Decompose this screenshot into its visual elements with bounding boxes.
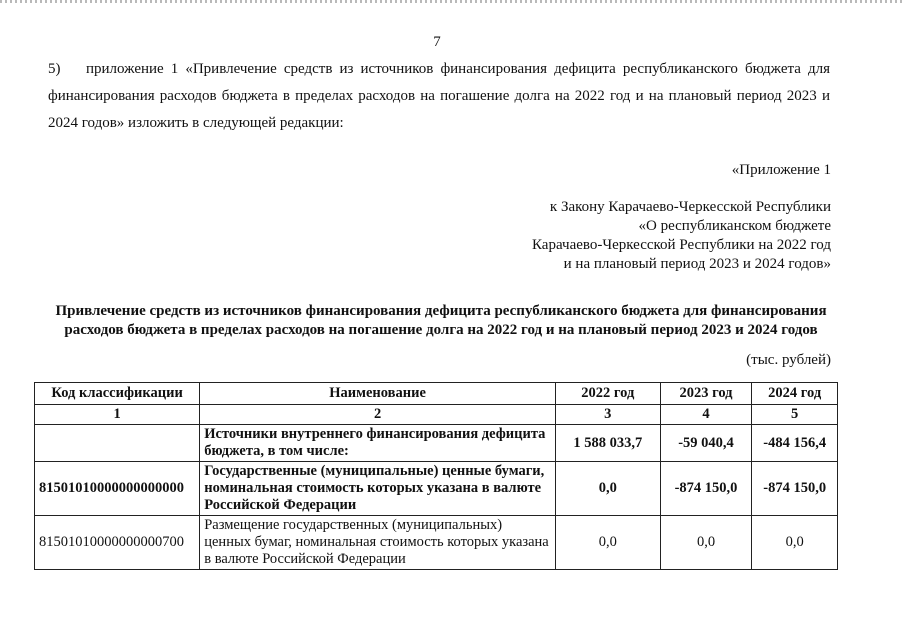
page-number: 7 — [433, 34, 441, 50]
row-value-2022: 1 588 033,7 — [555, 425, 660, 462]
intro-paragraph — [48, 56, 830, 137]
financing-sources-table — [34, 382, 838, 570]
units-note: (тыс. рублей) — [746, 352, 831, 368]
appendix-title: «Приложение 1 — [731, 162, 831, 178]
intro-text: приложение 1 «Привлечение средств из источников финансирования дефицита республиканского бюджета для финансирования расходов бюджета в пределах расходов на погашение долга на 2022 год и на плановый период 2023 и 2024 годов» изложить в следующей редакции: — [48, 61, 830, 131]
row-value-2023: -874 150,0 — [660, 462, 752, 516]
header-code: Код классификации — [35, 383, 200, 405]
header-2022: 2022 год — [555, 383, 660, 405]
row-value-2023: -59 040,4 — [660, 425, 752, 462]
row-name: Источники внутреннего финансирования дефицита бюджета, в том числе: — [200, 425, 556, 462]
row-value-2024: -874 150,0 — [752, 462, 838, 516]
appendix-line: и на плановый период 2023 и 2024 годов» — [563, 256, 831, 272]
column-number: 3 — [555, 405, 660, 425]
table-header-row — [35, 383, 838, 405]
row-name: Размещение государственных (муниципальных) ценных бумаг, номинальная стоимость которых указана в валюте Российской Федерации — [200, 516, 556, 570]
row-value-2022: 0,0 — [555, 462, 660, 516]
column-number: 1 — [35, 405, 200, 425]
column-number-row — [35, 405, 838, 425]
table-row — [35, 516, 838, 570]
appendix-line: Карачаево-Черкесской Республики на 2022 год — [532, 237, 831, 253]
table-row — [35, 462, 838, 516]
row-code — [35, 425, 200, 462]
column-number: 5 — [752, 405, 838, 425]
scan-top-edge — [0, 0, 905, 3]
row-value-2024: 0,0 — [752, 516, 838, 570]
appendix-line: к Закону Карачаево-Черкесской Республики — [549, 199, 831, 215]
header-2024: 2024 год — [752, 383, 838, 405]
heading-line-2: расходов бюджета в пределах расходов на погашение долга на 2022 год и на плановый период 2023 и 2024 годов — [64, 322, 818, 338]
heading-line-1: Привлечение средств из источников финансирования дефицита республиканского бюджета для финансирования — [55, 303, 827, 319]
intro-item-number: 5) — [48, 61, 61, 77]
row-code: 81501010000000000700 — [35, 516, 200, 570]
row-code: 81501010000000000000 — [35, 462, 200, 516]
appendix-line: «О республиканском бюджете — [638, 218, 831, 234]
appendix-reference — [532, 198, 831, 274]
row-name: Государственные (муниципальные) ценные бумаги, номинальная стоимость которых указана в валюте Российской Федерации — [200, 462, 556, 516]
row-value-2024: -484 156,4 — [752, 425, 838, 462]
table-row — [35, 425, 838, 462]
header-name: Наименование — [200, 383, 556, 405]
row-value-2022: 0,0 — [555, 516, 660, 570]
header-2023: 2023 год — [660, 383, 752, 405]
document-heading — [44, 302, 838, 340]
row-value-2023: 0,0 — [660, 516, 752, 570]
column-number: 2 — [200, 405, 556, 425]
column-number: 4 — [660, 405, 752, 425]
